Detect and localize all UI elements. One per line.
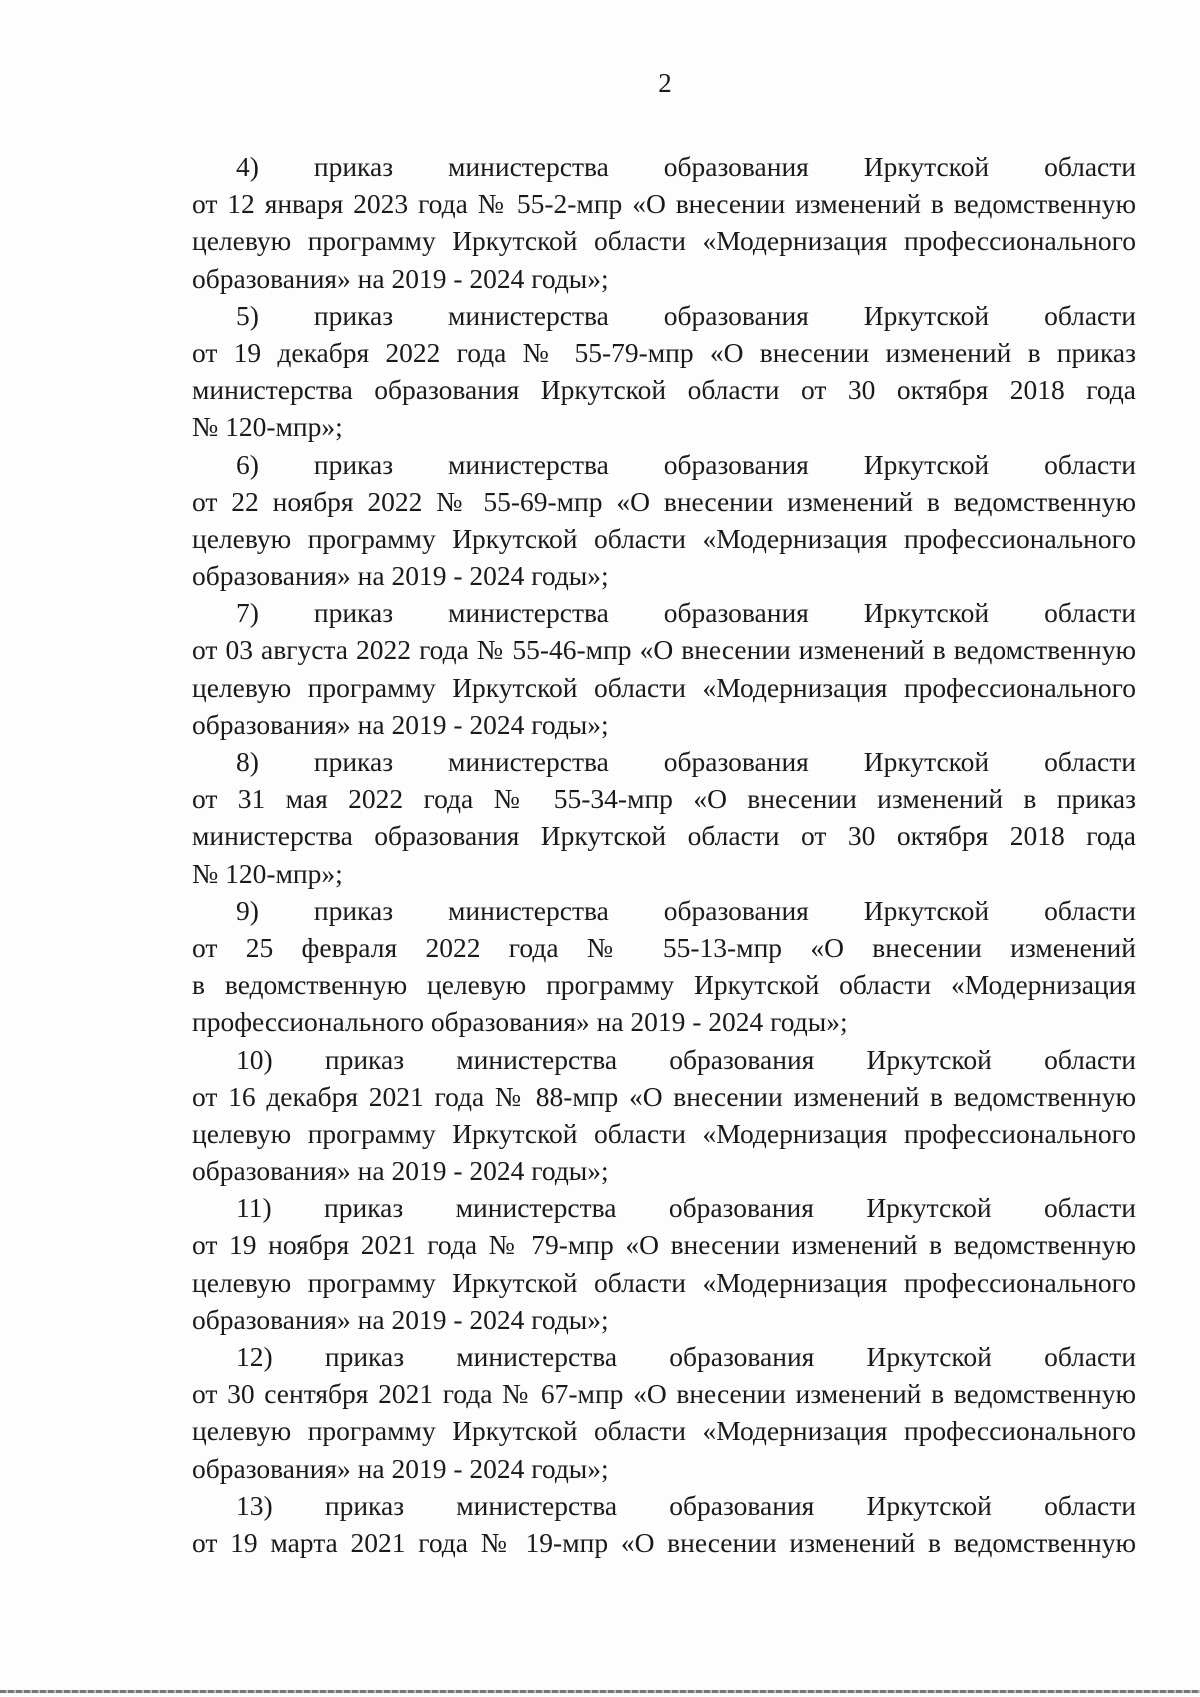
text-line: образования» на 2019 - 2024 годы»; (192, 1452, 609, 1484)
text-line: 11) приказ министерства образования Иркутской области (236, 1192, 1136, 1224)
text-line: 7) приказ министерства образования Иркутской области (236, 597, 1136, 629)
list-item (192, 1487, 1136, 1561)
text-line: целевую программу Иркутской области «Модернизация профессионального (192, 1415, 1136, 1447)
text-line: 10) приказ министерства образования Иркутской области (236, 1043, 1136, 1075)
list-item (192, 1189, 1136, 1338)
text-line: образования» на 2019 - 2024 годы»; (192, 560, 609, 592)
text-line: целевую программу Иркутской области «Модернизация профессионального (192, 671, 1136, 703)
text-line: от 31 мая 2022 года № 55-34-мпр «О внесении изменений в приказ (192, 783, 1136, 815)
order-list (192, 148, 1136, 1561)
list-item (192, 1338, 1136, 1487)
text-line: № 120-мпр»; (192, 857, 343, 889)
list-item (192, 594, 1136, 743)
text-line: министерства образования Иркутской области от 30 октября 2018 года (192, 374, 1136, 406)
text-line: профессионального образования» на 2019 - 2024 годы»; (192, 1006, 848, 1038)
list-item (192, 743, 1136, 892)
list-item (192, 148, 1136, 297)
text-line: образования» на 2019 - 2024 годы»; (192, 1155, 609, 1187)
text-line: от 19 марта 2021 года № 19-мпр «О внесении изменений в ведомственную (192, 1526, 1136, 1558)
text-line: 5) приказ министерства образования Иркутской области (236, 299, 1136, 331)
text-line: 4) приказ министерства образования Иркутской области (236, 151, 1136, 182)
text-line: целевую программу Иркутской области «Модернизация профессионального (192, 225, 1136, 257)
text-line: целевую программу Иркутской области «Модернизация профессионального (192, 522, 1136, 554)
text-line: от 03 августа 2022 года № 55-46-мпр «О внесении изменений в ведомственную (192, 634, 1136, 666)
text-line: от 19 ноября 2021 года № 79-мпр «О внесении изменений в ведомственную (192, 1229, 1136, 1261)
text-line: от 19 декабря 2022 года № 55-79-мпр «О внесении изменений в приказ (192, 336, 1136, 368)
text-line: образования» на 2019 - 2024 годы»; (192, 262, 609, 294)
text-line: 13) приказ министерства образования Иркутской области (236, 1489, 1136, 1521)
text-line: образования» на 2019 - 2024 годы»; (192, 708, 609, 740)
text-line: от 16 декабря 2021 года № 88-мпр «О внесении изменений в ведомственную (192, 1080, 1136, 1112)
scan-edge-divider (0, 1690, 1200, 1693)
text-line: от 22 ноября 2022 № 55-69-мпр «О внесении изменений в ведомственную (192, 485, 1136, 517)
list-item (192, 1041, 1136, 1190)
text-line: целевую программу Иркутской области «Модернизация профессионального (192, 1117, 1136, 1149)
text-line: образования» на 2019 - 2024 годы»; (192, 1303, 609, 1335)
list-item (192, 297, 1136, 446)
text-line: от 30 сентября 2021 года № 67-мпр «О внесении изменений в ведомственную (192, 1378, 1136, 1410)
list-item (192, 446, 1136, 595)
text-line: в ведомственную целевую программу Иркутской области «Модернизация (192, 969, 1136, 1001)
text-line: целевую программу Иркутской области «Модернизация профессионального (192, 1266, 1136, 1298)
text-line: 8) приказ министерства образования Иркутской области (236, 746, 1136, 777)
text-line: министерства образования Иркутской области от 30 октября 2018 года (192, 820, 1136, 852)
text-line: № 120-мпр»; (192, 411, 343, 443)
text-line: от 12 января 2023 года № 55-2-мпр «О внесении изменений в ведомственную (192, 188, 1136, 220)
text-line: 9) приказ министерства образования Иркутской области (236, 894, 1136, 926)
page-number: 2 (658, 68, 672, 98)
text-line: 12) приказ министерства образования Иркутской области (236, 1341, 1136, 1372)
list-item (192, 892, 1136, 1041)
text-line: от 25 февраля 2022 года № 55-13-мпр «О внесении изменений (192, 931, 1136, 963)
text-line: 6) приказ министерства образования Иркутской области (236, 448, 1136, 480)
